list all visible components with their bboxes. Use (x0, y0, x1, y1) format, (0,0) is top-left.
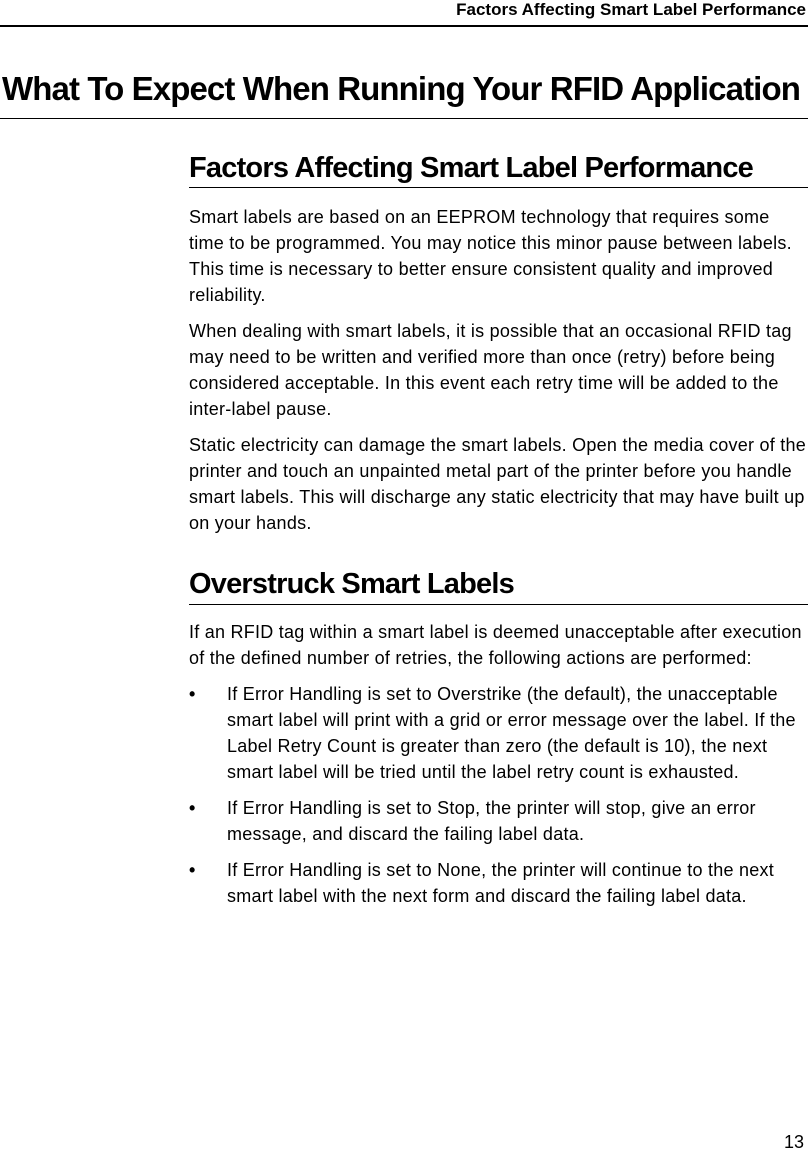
paragraph: If an RFID tag within a smart label is deemed unacceptable after execution of the defined number of retries, the following actions are performed: (189, 622, 802, 668)
running-header: Factors Affecting Smart Label Performance (456, 0, 806, 19)
list-item (189, 795, 808, 847)
bullet-icon: • (189, 798, 196, 818)
section-title: Factors Affecting Smart Label Performance (189, 152, 754, 184)
paragraph: When dealing with smart labels, it is possible that an occasional RFID tag may need to be written and verified more than once (retry) before being considered acceptable. In this event each retry time will be added to the inter-label pause. (189, 321, 792, 419)
page-number: 13 (783, 1132, 804, 1152)
list-item (189, 681, 808, 785)
bullet-icon: • (189, 860, 196, 880)
list-item-text: If Error Handling is set to Stop, the printer will stop, give an error message, and discard the failing label data. (227, 798, 756, 844)
chapter-rule (0, 118, 808, 119)
page-content (189, 148, 808, 909)
paragraph: Smart labels are based on an EEPROM technology that requires some time to be programmed. You may notice this minor pause between labels. This time is necessary to better ensure consistent quality and improved reliability. (189, 207, 792, 305)
header-rule (0, 25, 808, 27)
list-item-text: If Error Handling is set to Overstrike (the default), the unacceptable smart label will print with a grid or error message over the label. If the Label Retry Count is greater than zero (the default is 10), the next smart label will be tried until the label retry count is exhausted. (227, 684, 796, 782)
section-factors-affecting (189, 148, 808, 536)
section-title: Overstruck Smart Labels (189, 568, 514, 600)
bullet-list (189, 681, 808, 909)
list-item (189, 857, 808, 909)
bullet-icon: • (189, 684, 196, 704)
list-item-text: If Error Handling is set to None, the printer will continue to the next smart label with the next form and discard the failing label data. (227, 860, 775, 906)
section-rule (189, 604, 808, 605)
paragraph: Static electricity can damage the smart labels. Open the media cover of the printer and touch an unpainted metal part of the printer before you handle smart labels. This will discharge any static electricity that may have built up on your hands. (189, 435, 807, 533)
section-overstruck-labels (189, 564, 808, 909)
chapter-title: What To Expect When Running Your RFID Application (2, 70, 800, 107)
